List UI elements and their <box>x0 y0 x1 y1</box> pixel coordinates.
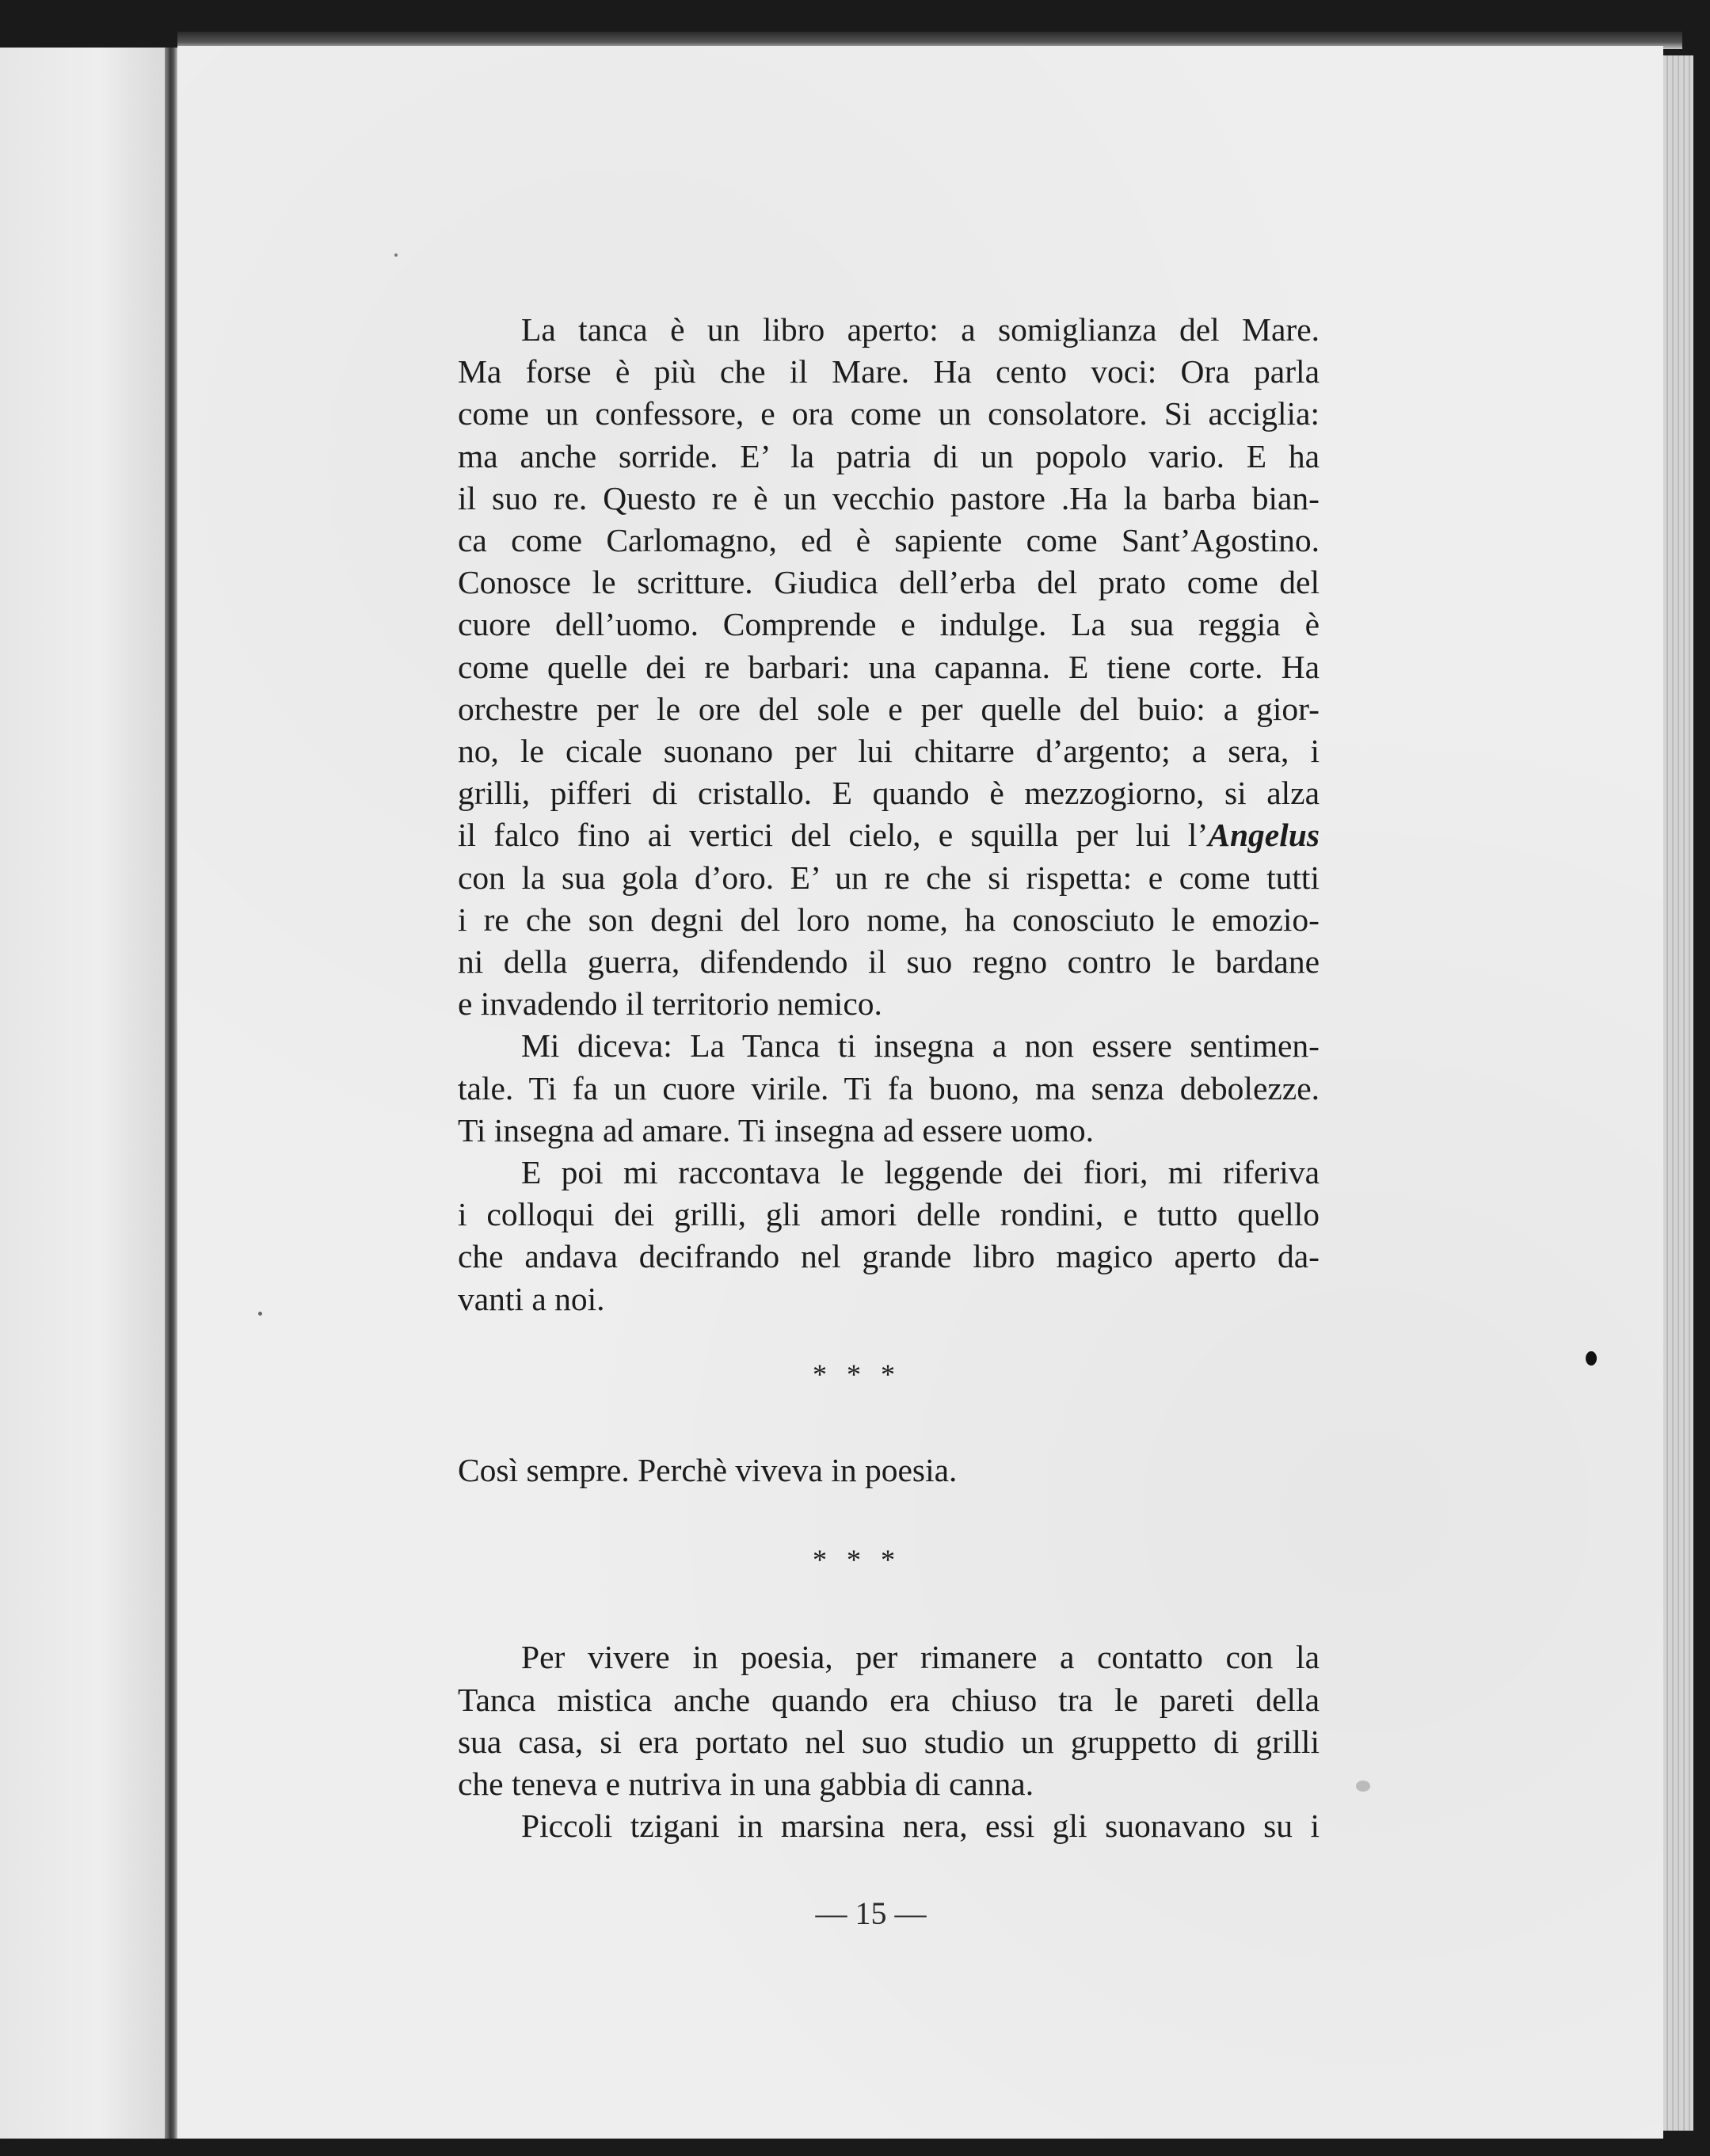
page-text-block <box>394 309 1320 1848</box>
text-line: sua casa, si era portato nel suo studio un gruppetto di grilli <box>458 1723 1320 1760</box>
text-line: vanti a noi. <box>458 1280 605 1317</box>
paragraph-tzigani <box>394 1805 1320 1847</box>
page-number: — 15 — <box>815 1895 927 1931</box>
ink-speck <box>1356 1781 1370 1792</box>
text-line: Piccoli tzigani in marsina nera, essi gli suonavano su i <box>521 1807 1320 1845</box>
text-line: il suo re. Questo re è un vecchio pastore .Ha la barba bian- <box>458 479 1320 516</box>
text-line: ca come Carlomagno, ed è sapiente come Sant’Agostino. <box>458 522 1320 559</box>
text-line: che andava decifrando nel grande libro magico aperto da- <box>458 1238 1320 1275</box>
text-line: i colloqui dei grilli, gli amori delle rondini, e tutto quello <box>458 1196 1320 1233</box>
text-line: come quelle dei re barbari: una capanna. E tiene corte. Ha <box>458 648 1320 685</box>
text-line: tale. Ti fa un cuore virile. Ti fa buono, ma senza debolezze. <box>458 1069 1320 1107</box>
text-line: La tanca è un libro aperto: a somiglianza del Mare. <box>521 311 1320 348</box>
left-facing-page <box>0 48 165 2139</box>
text-line: Ti insegna ad amare. Ti insegna ad essere uomo. <box>458 1111 1094 1148</box>
section-separator: * * * <box>813 1358 901 1390</box>
text-line: con la sua gola d’oro. E’ un re che si rispetta: e come tutti <box>458 859 1320 896</box>
paragraph-grilli <box>394 1636 1320 1805</box>
text-line: ma anche sorride. E’ la patria di un popolo vario. E ha <box>458 437 1320 474</box>
text-line: che teneva e nutriva in una gabbia di canna. <box>458 1766 1034 1803</box>
text-line: E poi mi raccontava le leggende dei fiori, mi riferiva <box>521 1154 1320 1191</box>
text-line: Tanca mistica anche quando era chiuso tra le pareti della <box>458 1681 1320 1718</box>
text-line: no, le cicale suonano per lui chitarre d’argento; a sera, i <box>458 733 1320 770</box>
page-edges <box>1663 55 1693 2131</box>
text-line: ni della guerra, difendendo il suo regno contro le bardane <box>458 943 1320 981</box>
text-line: Mi diceva: La Tanca ti insegna a non essere sentimen- <box>521 1027 1320 1065</box>
text-line: grilli, pifferi di cristallo. E quando è mezzogiorno, si alza <box>458 775 1320 812</box>
paragraph-tanca <box>394 309 1320 1025</box>
text-line-angelus: il falco fino ai vertici del cielo, e squilla per lui l’Angelus <box>458 817 1320 854</box>
text-line: Ma forse è più che il Mare. Ha cento voci: Ora parla <box>458 353 1320 390</box>
text-line: come un confessore, e ora come un consolatore. Si acciglia: <box>458 395 1320 432</box>
middle-line: Così sempre. Perchè viveva in poesia. <box>458 1452 958 1489</box>
ink-speck <box>1586 1351 1597 1366</box>
paragraph-mi-diceva <box>394 1025 1320 1152</box>
text-line: Conosce le scritture. Giudica dell’erba del prato come del <box>458 564 1320 601</box>
paragraph-leggende <box>394 1152 1320 1320</box>
ink-speck <box>258 1312 262 1316</box>
text-line: e invadendo il territorio nemico. <box>458 985 882 1023</box>
text-line: Per vivere in poesia, per rimanere a contatto con la <box>521 1639 1320 1676</box>
book-gutter <box>165 48 177 2139</box>
text-line: i re che son degni del loro nome, ha conosciuto le emozio- <box>458 901 1320 938</box>
ink-speck <box>394 253 398 257</box>
angelus-word: Angelus <box>1208 817 1320 854</box>
text-line: orchestre per le ore del sole e per quelle del buio: a gior- <box>458 690 1320 727</box>
text-line: cuore dell’uomo. Comprende e indulge. La sua reggia è <box>458 606 1320 643</box>
section-separator: * * * <box>813 1544 901 1576</box>
